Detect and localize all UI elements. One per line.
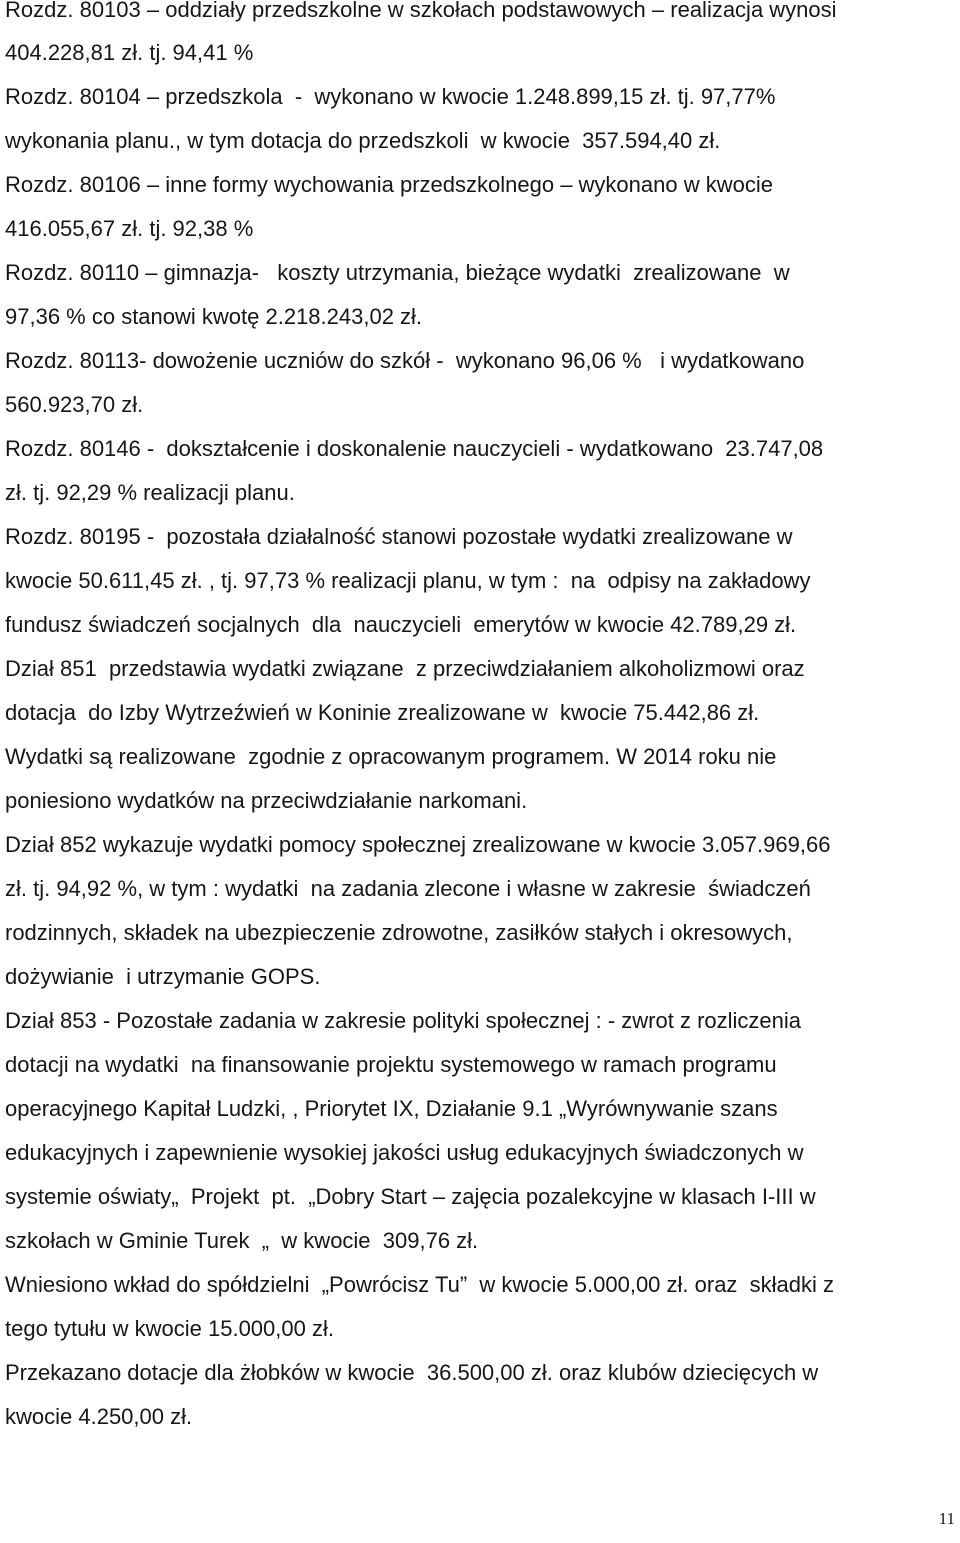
text-line: Wniesiono wkład do spółdzielni „Powrócisz Tu” w kwocie 5.000,00 zł. oraz składki z [5, 1272, 835, 1297]
text-line: kwocie 4.250,00 zł. [5, 1404, 193, 1429]
text-line: Rozdz. 80104 – przedszkola - wykonano w kwocie 1.248.899,15 zł. tj. 97,77% [5, 84, 776, 109]
text-line: dożywianie i utrzymanie GOPS. [5, 964, 321, 989]
text-line: Dział 851 przedstawia wydatki związane z przeciwdziałaniem alkoholizmowi oraz [5, 656, 805, 681]
page-number: 11 [938, 1509, 955, 1528]
text-line: 97,36 % co stanowi kwotę 2.218.243,02 zł. [5, 304, 423, 329]
text-line: Rozdz. 80106 – inne formy wychowania przedszkolnego – wykonano w kwocie [5, 172, 773, 197]
text-line: 404.228,81 zł. tj. 94,41 % [5, 40, 254, 65]
text-line: rodzinnych, składek na ubezpieczenie zdrowotne, zasiłków stałych i okresowych, [5, 920, 793, 945]
text-line: systemie oświaty„ Projekt pt. „Dobry Start – zajęcia pozalekcyjne w klasach I-III w [5, 1184, 816, 1209]
text-line: 560.923,70 zł. [5, 392, 144, 417]
text-line: fundusz świadczeń socjalnych dla nauczycieli emerytów w kwocie 42.789,29 zł. [5, 612, 797, 637]
text-line: Rozdz. 80103 – oddziały przedszkolne w szkołach podstawowych – realizacja wynosi [5, 0, 837, 22]
text-line: Rozdz. 80110 – gimnazja- koszty utrzymania, bieżące wydatki zrealizowane w [5, 260, 790, 285]
text-line: operacyjnego Kapitał Ludzki, , Priorytet IX, Działanie 9.1 „Wyrównywanie szans [5, 1096, 778, 1121]
text-line: szkołach w Gminie Turek „ w kwocie 309,76 zł. [5, 1228, 479, 1253]
text-line: Rozdz. 80146 - dokształcenie i doskonalenie nauczycieli - wydatkowano 23.747,08 [5, 436, 824, 461]
text-line: Wydatki są realizowane zgodnie z opracowanym programem. W 2014 roku nie [5, 744, 777, 769]
text-line: kwocie 50.611,45 zł. , tj. 97,73 % realizacji planu, w tym : na odpisy na zakładowy [5, 568, 811, 593]
text-line: Przekazano dotacje dla żłobków w kwocie 36.500,00 zł. oraz klubów dziecięcych w [5, 1360, 819, 1385]
text-line: Rozdz. 80113- dowożenie uczniów do szkół - wykonano 96,06 % i wydatkowano [5, 348, 805, 373]
text-line: dotacji na wydatki na finansowanie projektu systemowego w ramach programu [5, 1052, 777, 1077]
text-line: Rozdz. 80195 - pozostała działalność stanowi pozostałe wydatki zrealizowane w [5, 524, 793, 549]
text-line: wykonania planu., w tym dotacja do przedszkoli w kwocie 357.594,40 zł. [5, 128, 721, 153]
text-line: dotacja do Izby Wytrzeźwień w Koninie zrealizowane w kwocie 75.442,86 zł. [5, 700, 760, 725]
text-line: tego tytułu w kwocie 15.000,00 zł. [5, 1316, 334, 1341]
text-line: edukacyjnych i zapewnienie wysokiej jakości usług edukacyjnych świadczonych w [5, 1140, 804, 1165]
text-line: zł. tj. 92,29 % realizacji planu. [5, 480, 295, 505]
text-line: poniesiono wydatków na przeciwdziałanie narkomani. [5, 788, 528, 813]
text-line: Dział 852 wykazuje wydatki pomocy społecznej zrealizowane w kwocie 3.057.969,66 [5, 832, 831, 857]
text-line: Dział 853 - Pozostałe zadania w zakresie polityki społecznej : - zwrot z rozliczenia [5, 1008, 802, 1033]
text-line: zł. tj. 94,92 %, w tym : wydatki na zadania zlecone i własne w zakresie świadczeń [5, 876, 811, 901]
text-line: 416.055,67 zł. tj. 92,38 % [5, 216, 254, 241]
